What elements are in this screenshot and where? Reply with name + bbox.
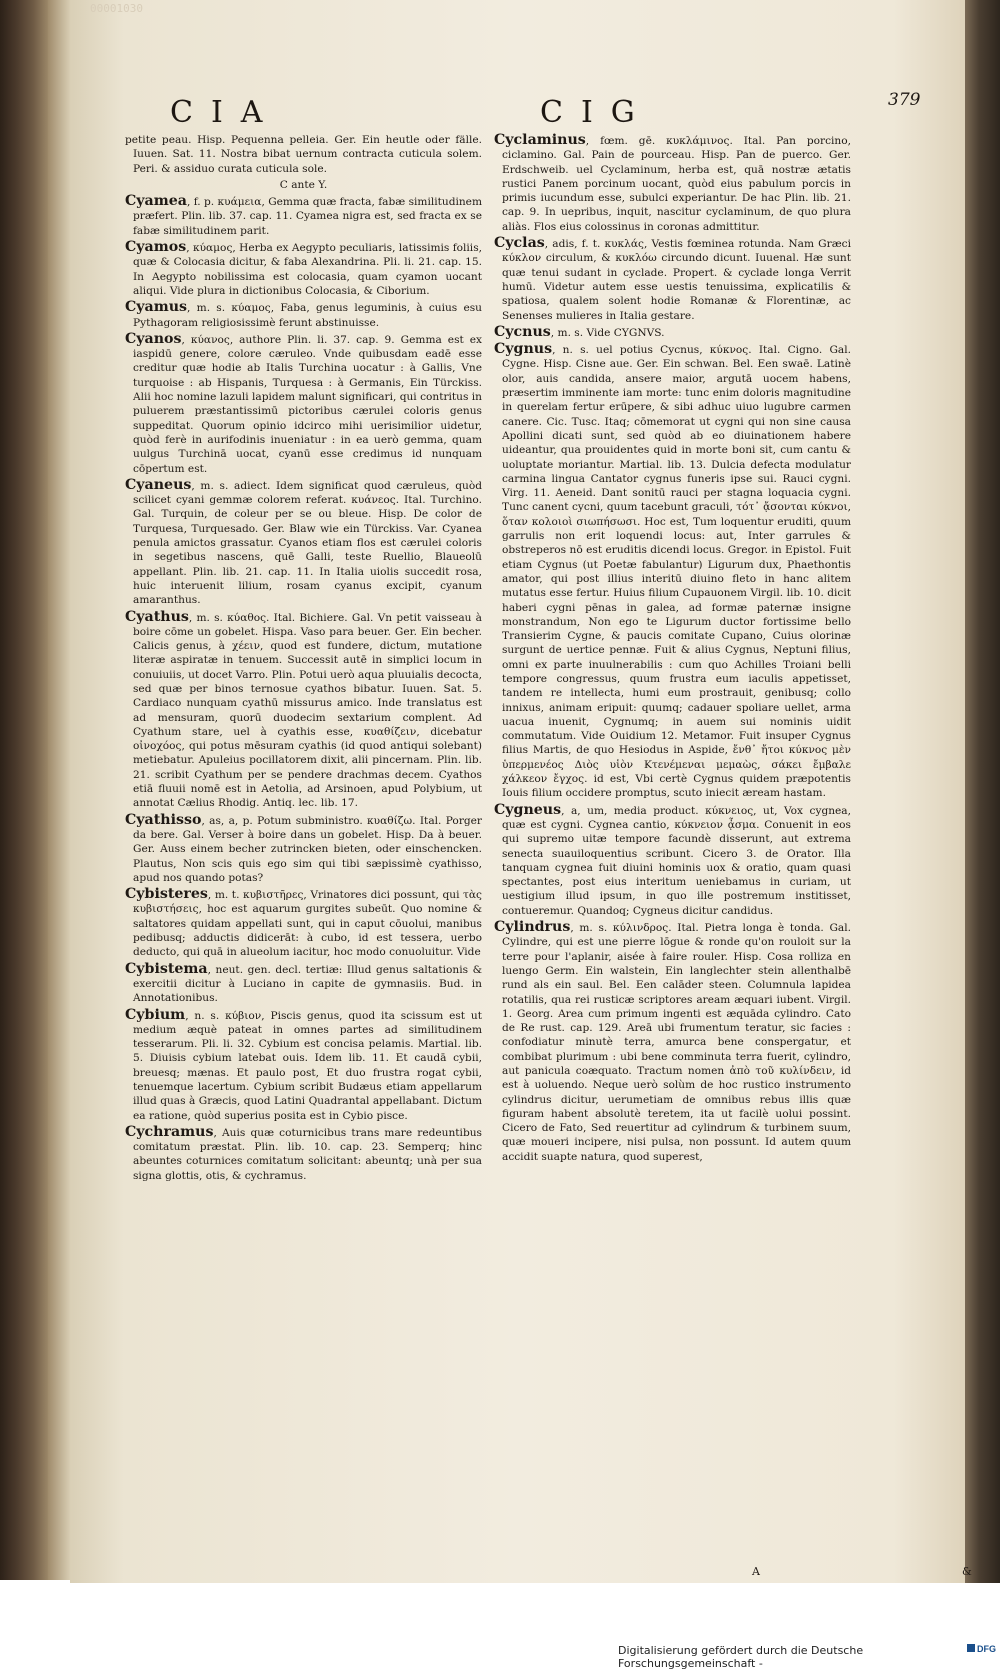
entry-lemma: Cycnus bbox=[494, 323, 551, 340]
footer-bar bbox=[0, 1583, 1000, 1670]
dictionary-entry bbox=[125, 962, 482, 1006]
entry-lemma: Cyamos bbox=[125, 239, 187, 256]
entry-lemma: Cyaneus bbox=[125, 476, 192, 493]
book-page bbox=[70, 0, 972, 1583]
dictionary-entry bbox=[125, 1008, 482, 1123]
entry-lemma: Cybium bbox=[125, 1006, 186, 1023]
entry-text: , f. p. κυάμεια, Gemma quæ fracta, fabæ similitudinem præfert. Plin. lib. 37. cap. 11. Cyamea nigra est, sed fracta ex se fabæ similitudinem parit. bbox=[133, 196, 482, 237]
entry-lemma: Cyathisso bbox=[125, 811, 202, 828]
entry-text: , κύαμος, Herba ex Aegypto peculiaris, latissimis foliis, quæ & Colocasia dicitur, & faba Alexandrina. Pli. li. 21. cap. 15. In Aegypto nobilissima est colocasia, quam cyamon uocant aliqui. Vide plura in dictionibus Colocasia, & Ciborium. bbox=[133, 242, 482, 297]
archive-reference: 00001030 bbox=[90, 2, 143, 15]
entry-text: , adis, f. t. κυκλάς, Vestis fœminea rotunda. Nam Græci κύκλον circulum, & κυκλόω circundo dicunt. Iuuenal. Hæ sunt quæ tenui sudant in cyclade. Propert. & cyclade longa Verrit humū. Videtur autem esse uestis tenuissima, explicatilis & spatiosa, qualem solent hodie Romanæ & Florentinæ, ac Senenses mulieres in Italia gestare. bbox=[502, 238, 851, 322]
entry-text: , n. s. uel potius Cycnus, κύκνος. Ital. Cigno. Gal. Cygne. Hisp. Cisne aue. Ger. Ein schwan. Bel. Een swaē. Latinè olor, auis candida, ansere maior, argutā uocem habens, præsertim imminente iam morte: tunc enim doloris magnitudine in querelam fertur erūpere, & sibi adhuc uiuo lugubre carmen canere. Cic. Tusc. Itaq; cōmemorat ut cygni qui non sine causa Apollini dicati sunt, sed quòd ab eo diuinationem habere uideantur, qua prouidentes quid in morte boni sit, cum cantu & uoluptate moriantur. Martial. lib. 13. Dulcia defecta modulatur carmina lingua Cantator cygnus funeris ipse sui. Rauci cygni. Virg. 11. Aeneid. Dant sonitū rauci per stagna loquacia cygni. Tunc canent cycni, quum tacebunt graculi, τότ᾽ ᾄσονται κύκνοι, ὅταν κολοιοὶ σιωπήσωσι. Hoc est, Tum loquentur eruditi, quum garrulis non erit loquendi locus: aut, Inter garrules & obstreperos nō est eruditis dicendi locus. Gregor. in Epistol. Fuit etiam Cygnus (ut Poetæ fabulantur) Ligurum dux, Phaethontis amator, qui post illius interitū diuino fleto in hanc alitem mutatus esse fertur. Huius filium Cupauonem Virgil. lib. 10. dicit haberi cygni pēnas in galea, ad formæ paternæ insigne monstrandum, Non ego te Ligurum ductor fortissime bello Transierim Cygne, & paucis comitate Cupano, Cuius olorinæ surgunt de uertice pennæ. Fuit & alius Cygnus, Neptuni filius, omni ex parte inuulnerabilis : cum quo Achilles Troiani belli tempore congressus, quum frustra eum iaculis appetisset, tandem re intellecta, humi eum prostrauit, genibusq; collo innixus, animam eripuit: quumq; cadauer spoliare uellet, arma uacua inuenit, Cygnumq; in auem sui nominis uidit commutatum. Vide Ouidium 12. Metamor. Fuit insuper Cygnus filius Martis, de quo Hesiodus in Aspide, ἔνθ᾽ ἤτοι κύκνος μὲν ὑπερμενέος Διὸς υἱὸν Κτενέμεναι μεμαὼς, σάκει ἔμβαλε χάλκεον ἔγχος. id est, Vbi certè Cygnus quidem præpotentis Iouis filium occidere promptus, scuto iniecit æream hastam. bbox=[502, 344, 851, 800]
left-book-binding bbox=[0, 0, 48, 1580]
left-column bbox=[125, 133, 482, 1185]
entry-lemma: Cychramus bbox=[125, 1123, 214, 1140]
entry-text: , m. s. κύαθος. Ital. Bichiere. Gal. Vn petit vaisseau à boire cōme un gobelet. Hispa. Vaso para beuer. Ger. Ein becher. Calicis genus, à χέειν, quod est fundere, dictum, mutatione literæ aspiratæ in tenuem. Successit autē in simplici locum in conuiuiis, ut docet Varro. Plin. Potui uerò aqua pluuialis decocta, sed quæ per binos ternosue cyathos bibatur. Iuuen. Sat. 5. Cardiaco nunquam cyathū missurus amico. Inde translatus est ad mensuram, quorū duodecim sextarium complent. Ad Cyathum stare, uel à cyathis esse, κυαθίζειν, dicebatur οἰνοχόος, qui potus mēsuram cyathis (id quod antiqui solebant) metiebatur. Apuleius pocillatorem dixit, alii pincernam. Plin. lib. 21. scribit Cyathum per se pendere drachmas decem. Cyathos etiā fluuii nomē est in Aetolia, ad Arsinoen, apud Polybium, ut annotat Cælius Rhodig. Antiq. lec. lib. 17. bbox=[133, 611, 482, 810]
entry-lemma: Cybistema bbox=[125, 960, 208, 977]
entry-text: , fœm. gē. κυκλάμινος. Ital. Pan porcino, ciclamino. Gal. Pain de pourceau. Hisp. Pan de puerco. Ger. Erdschweib. uel Cyclaminum, herba est, quā nostræ ætatis rustici Panem porcinum uocant, quòd eius pabulum porcis in primis iucundum esse, subulci experiantur. De hac Plin. lib. 21. cap. 9. In uepribus, inquit, nascitur cyclaminum, de quo plura aliàs. Flos eius colossinus in coronas admittitur. bbox=[502, 135, 851, 233]
dictionary-entry bbox=[125, 610, 482, 811]
section-subhead: C ante Y. bbox=[279, 178, 328, 191]
entry-lemma: Cyathus bbox=[125, 608, 189, 625]
entry-text: , κύανος, authore Plin. li. 37. cap. 9. Gemma est ex iaspidū genere, colore cæruleo. Vnde quibusdam eadē esse creditur quæ hodie ab Italis Turchina uocatur : à Gallis, Vne turquoise : ab Hispanis, Turquesa : à Germanis, Ein Türckiss. Alii hoc nomine lazuli lapidem malunt significari, qui contritus in puluerem præstantissimū pictoribus cærulei coloris genus suppeditat. Quorum opinio idcirco mihi uerisimilior uidetur, quòd ferè in aurifodinis inueniatur : in ea uerò gemma, quam uulgus Turchinā uocat, cyanū esse credimus id nunquam cōpertum est. bbox=[133, 333, 483, 475]
dfg-logo-label: DFG bbox=[977, 1644, 996, 1654]
entry-text: petite peau. Hisp. Pequenna pelleia. Ger. Ein heutle oder fälle. Iuuen. Sat. 11. Nostra bibat uernum contracta cuticula solem. Peri. & assiduo curata cuticula sole. bbox=[125, 134, 482, 175]
dictionary-entry bbox=[125, 478, 482, 608]
entry-lemma: Cyclaminus bbox=[494, 132, 586, 148]
dictionary-entry bbox=[125, 332, 482, 476]
entry-text: , n. s. κύβιον, Piscis genus, quod ita scissum est ut medium æquè pateat in omnes partes ad similitudinem tesserarum. Pli. li. 32. Cybium est concisa pelamis. Martial. lib. 5. Diuisis cybium latebat ouis. Idem lib. 11. Et caudā cybii, breuesq; mænas. Et paulo post, Et duo frustra rogat cybii, tenuemque lacertum. Cybium scribit Budæus etiam appellarum illud quas à Græcis, quod Latini Quadrantal appellabant. Dictum ea ratione, quòd superius posita est in Cybio pisce. bbox=[133, 1009, 482, 1122]
entry-text: , m. s. adiect. Idem significat quod cæruleus, quòd scilicet cyani gemmæ colorem referat. κυάνεος. Ital. Turchino. Gal. Turquin, de coleur per se ou bleue. Hisp. De color de Turquesa, Turquesado. Ger. Blaw wie ein Türckiss. Var. Cyanea penula amictos grassatur. Cyanos etiam flos est cærulei coloris in segetibus nascens, quē Galli, teste Ruellio, Blaueolū appellant. Plin. lib. 21. cap. 11. In Italia uiolis succedit rosa, huic interuenit lilium, rosam cyanus excipit, cyanum amaranthus. bbox=[133, 479, 482, 607]
running-head-left: CIA bbox=[170, 95, 281, 130]
entry-text: , a, um, media product. κύκνειος, ut, Vox cygnea, quæ est cygni. Cygnea cantio, κύκνειον ᾆσμα. Conuenit in eos qui supremo uitæ tempore facundè disserunt, aut extrema senecta suauiloquentius scribunt. Cicero 3. de Orator. Illa tanquam cygnea fuit diuini hominis uox & oratio, quam quasi spectantes, post eius interitum ueniebamus in curiam, ut uestigium illud ipsum, in quo ille postremum institisset, contueremur. Quandoq; Cygneus dicitur candidus. bbox=[502, 804, 851, 917]
entry-lemma: Cygnus bbox=[494, 341, 553, 358]
dictionary-entry bbox=[494, 133, 851, 234]
entry-text: , m. s. κύλινδρος. Ital. Pietra longa è tonda. Gal. Cylindre, qui est une pierre lōgue & ronde qu'on rouloit sur la terre pour l'aplanir, aisée à faire rouler. Hisp. Cosa rolliza en luengo Germ. Ein walstein, Ein langlechter stein allenthalbē rund als ein saul. Bel. Een calāder steen. Columnula lapidea rotatilis, qua rei rusticæ scriptores aream æquari iubent. Virgil. 1. Georg. Area cum primum ingenti est æquāda cylindro. Cato de Re rust. cap. 129. Areā ubi frumentum teratur, sic facies : confodiatur minutè terra, amurca bene conspergatur, et combibat plurimum : ubi bene comminuta terra fuerit, cylindro, aut panicula coæquato. Tractum nomen ἀπὸ τοῦ κυλίνδειν, id est à uoluendo. Neque uerò solùm de hoc rustico instrumento cylindrus dicitur, uerumetiam de omnibus rebus illis quæ figuram habent absolutè teretem, ita ut facilè uolui possint. Cicero de Fato, Sed reuertitur ad cylindrum & turbinem suum, quæ moueri incipere, nisi pulsa, non possunt. Id autem quum accidit suapte natura, quod superest, bbox=[502, 922, 851, 1163]
entry-lemma: Cyamus bbox=[125, 299, 188, 316]
dictionary-entry bbox=[125, 887, 482, 959]
right-page-edges bbox=[965, 0, 1000, 1583]
dictionary-entry bbox=[494, 236, 851, 323]
catchword: & bbox=[962, 1565, 972, 1578]
entry-text: , m. s. Vide CYGNVS. bbox=[550, 326, 665, 339]
entry-text: , Auis quæ coturnicibus trans mare redeuntibus comitatum præstat. Plin. lib. 10. cap. 23. Semperq; hinc abeuntes coturnices comitatum solicitant: abeuntq; unà per sua signa glottis, otis, & cychramus. bbox=[133, 1126, 482, 1182]
page-number: 379 bbox=[888, 90, 921, 110]
dictionary-entry bbox=[125, 194, 482, 238]
signature-mark: A bbox=[752, 1565, 760, 1578]
running-head-right: CIG bbox=[540, 95, 653, 130]
dictionary-entry bbox=[125, 300, 482, 330]
entry-lemma: Cyanos bbox=[125, 330, 182, 347]
entry-text: , m. t. κυβιστῆρες, Vrinatores dici possunt, qui τὰς κυβιστήσεις, hoc est aquarum gurgites subeūt. Quo nomine & saltatores quidam appellati sunt, qui in caput cōuolui, manibus pedibusq; adductis didicerāt: à cubo, id est tessera, uerbo deducto, qui quā in alueolum iacitur, hoc modo conuoluitur. Vide bbox=[133, 889, 482, 959]
dictionary-entry bbox=[494, 325, 851, 340]
dictionary-entry bbox=[494, 803, 851, 918]
dfg-logo-icon bbox=[966, 1640, 996, 1656]
left-binding-shadow bbox=[48, 0, 70, 1580]
entry-lemma: Cylindrus bbox=[494, 919, 571, 936]
dictionary-entry bbox=[494, 342, 851, 801]
entry-lemma: Cyclas bbox=[494, 235, 545, 252]
entry-text: , as, a, p. Potum subministro. κυαθίζω. Ital. Porger da bere. Gal. Verser à boire dans un gobelet. Hisp. Da à beuer. Ger. Auss einem becher zutrincken bieten, oder einschencken. Plautus, Non scis quis ego sim qui tibi sæpissimè cyathisso, apud nos quando potas? bbox=[133, 814, 482, 884]
entry-text: , neut. gen. decl. tertiæ: Illud genus saltationis & exercitii dicitur à Luciano in capite de gymnasiis. Bud. in Annotationibus. bbox=[133, 963, 482, 1005]
dictionary-entry bbox=[125, 813, 482, 885]
right-column bbox=[494, 133, 851, 1166]
entry-lemma: Cybisteres bbox=[125, 886, 208, 903]
dictionary-entry bbox=[494, 920, 851, 1164]
dictionary-entry bbox=[125, 1125, 482, 1183]
entry-lemma: Cyamea bbox=[125, 193, 187, 210]
entry-text: , m. s. κύαμος, Faba, genus leguminis, à cuius esu Pythagoram religiosissimè ferunt abstinuisse. bbox=[133, 302, 482, 329]
dictionary-entry bbox=[125, 240, 482, 298]
entry-lemma: Cygneus bbox=[494, 801, 562, 818]
footer-credit: Digitalisierung gefördert durch die Deutsche Forschungsgemeinschaft - bbox=[618, 1644, 864, 1670]
dictionary-entry bbox=[125, 133, 482, 176]
